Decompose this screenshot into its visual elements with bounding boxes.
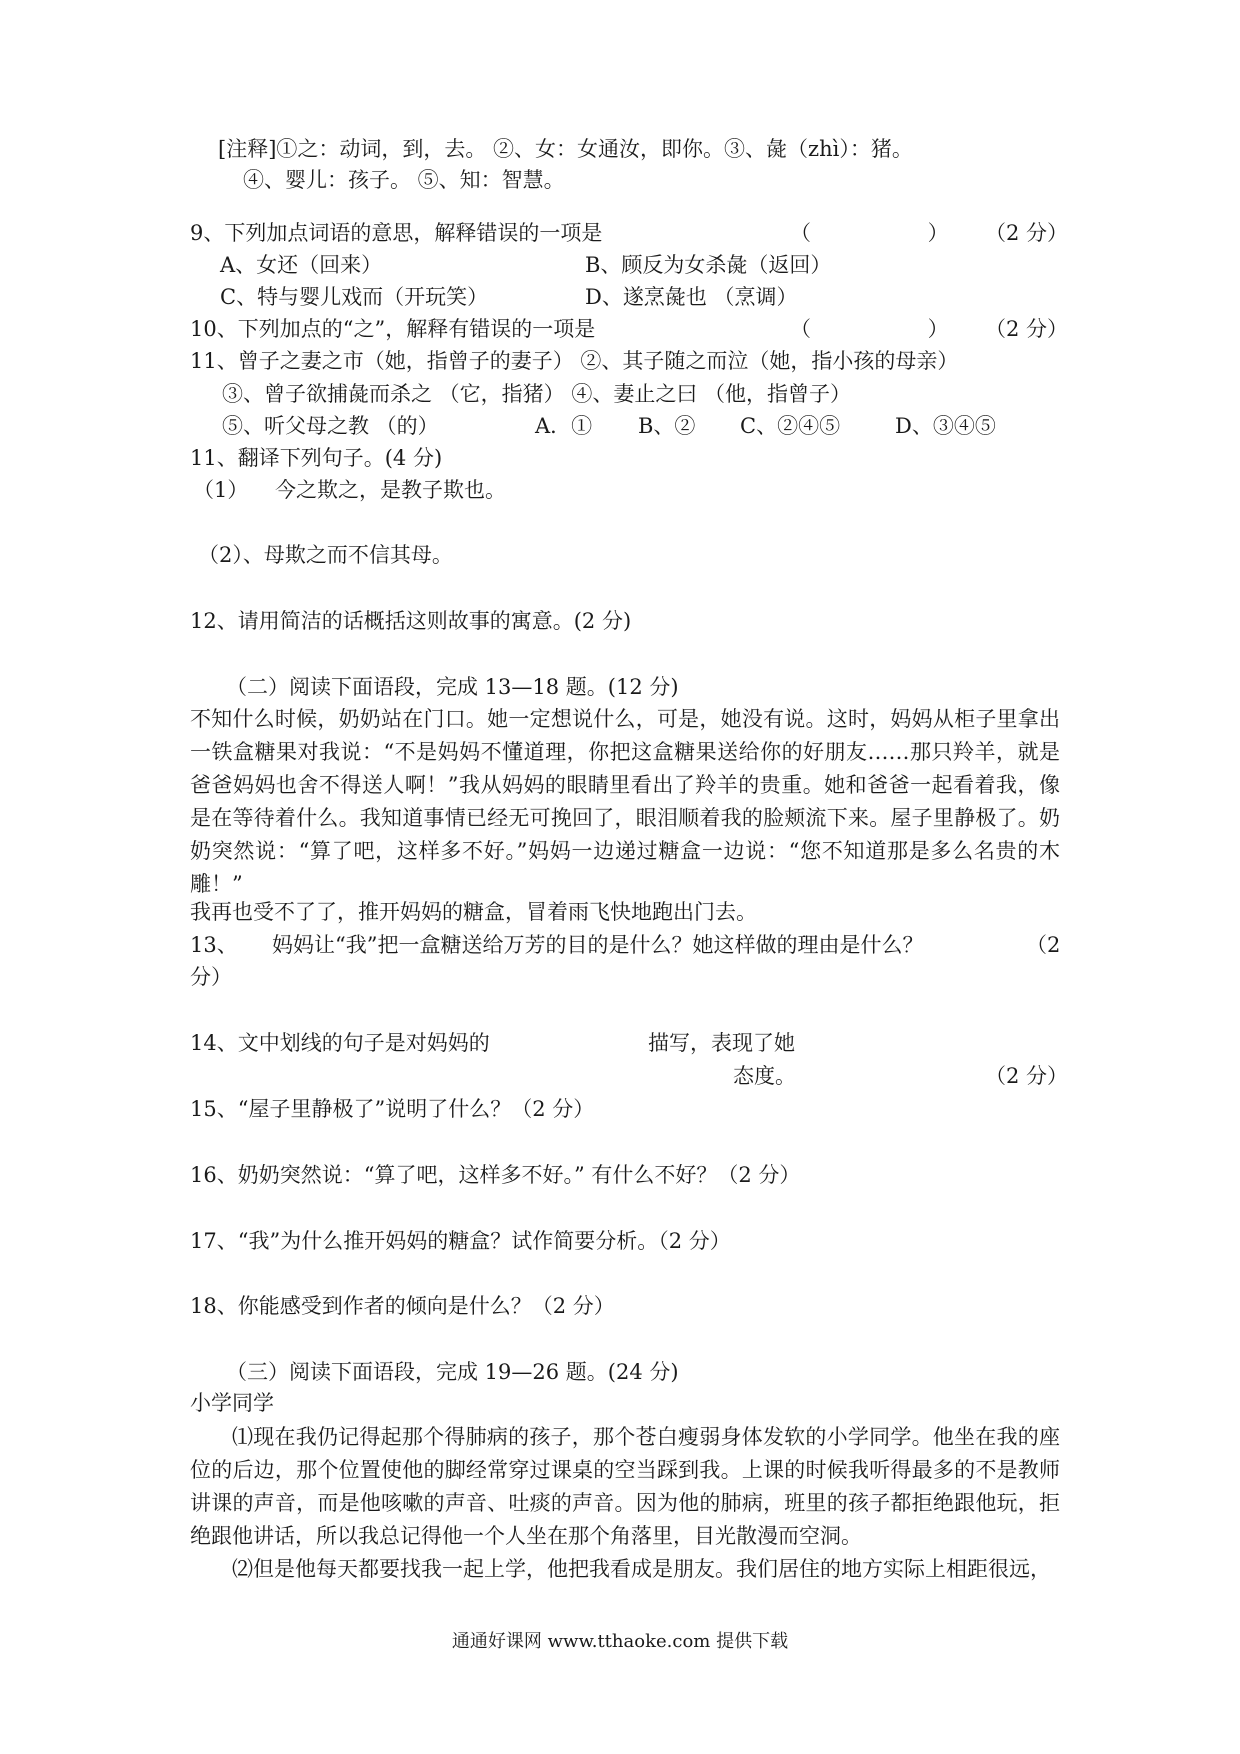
q9-option-d: D、遂烹彘也 （烹调） xyxy=(585,285,798,309)
section-3-paragraph-2: ⑵但是他每天都要找我一起上学，他把我看成是朋友。我们居住的地方实际上相距很远， xyxy=(232,1557,1051,1581)
page-footer: 通通好课网 www.tthaoke.com 提供下载 xyxy=(451,1631,789,1652)
q11-translate-stem: 11、翻译下列句子。(4 分) xyxy=(190,446,443,470)
q13-score: （2 xyxy=(1026,933,1061,957)
section-2-passage: 不知什么时候，奶奶站在门口。她一定想说什么，可是，她没有说。这时，妈妈从柜子里拿出一铁盒糖果对我说：“不是妈妈不懂道理，你把这盒糖果送给你的好朋友……那只羚羊，就是爸爸妈妈也舍不得送人啊！”我从妈妈的眼睛里看出了羚羊的贵重。她和爸爸一起看着我，像是在等待着什么。我知道事情已经无可挽回了，眼泪顺着我的脸颊流下来。屋子里静极了。奶奶突然说：“算了吧，这样多不好。”妈妈一边递过糖盒一边说：“您不知道那是多么名贵的木雕！” xyxy=(190,707,1060,896)
section-3-paragraph-1: ⑴现在我仍记得起那个得肺病的孩子，那个苍白瘦弱身体发软的小学同学。他坐在我的座位的后边，那个位置使他的脚经常穿过课桌的空当踩到我。上课的时候我听得最多的不是教师讲课的声音，而是他咳嗽的声音、吐痰的声音。因为他的肺病，班里的孩子都拒绝跟他玩，拒绝跟他讲话，所以我总记得他一个人坐在那个角落里，目光散漫而空洞。 xyxy=(190,1425,1060,1548)
q13-text: 妈妈让“我”把一盒糖送给万芳的目的是什么？她这样做的理由是什么？ xyxy=(272,933,924,957)
q9-answer-paren: （ ） xyxy=(790,221,949,245)
q17: 17、“我”为什么推开妈妈的糖盒？试作简要分析。（2 分） xyxy=(190,1229,731,1253)
q13-number: 13、 xyxy=(190,933,238,957)
q11-choice-b: B、② xyxy=(638,414,696,438)
q11-choice-a: A．① xyxy=(535,414,593,438)
q13-score-end: 分） xyxy=(190,965,232,989)
q10-stem: 10、下列加点的“之”，解释有错误的一项是 xyxy=(190,317,596,341)
q9-stem: 9、下列加点词语的意思，解释错误的一项是 xyxy=(190,221,603,245)
q15: 15、“屋子里静极了”说明了什么？（2 分） xyxy=(190,1097,595,1121)
q11-sentence-1: 今之欺之，是教子欺也。 xyxy=(275,478,506,502)
q11-option-line-2: ③、曾子欲捕彘而杀之 （它，指猪） ④、妻止之曰 （他，指曾子） xyxy=(222,382,852,406)
section-2-heading: （二）阅读下面语段，完成 13—18 题。(12 分) xyxy=(226,675,679,699)
section-3-heading: （三）阅读下面语段，完成 19—26 题。(24 分) xyxy=(226,1360,679,1384)
q10-score: （2 分） xyxy=(985,317,1069,341)
q9-score: （2 分） xyxy=(985,221,1069,245)
q11-choice-c: C、②④⑤ xyxy=(740,414,841,438)
note-line-1: [注释]①之：动词，到，去。 ②、女：女通汝，即你。③、彘（zhì）：猪。 xyxy=(218,137,913,161)
q14-part-1: 14、文中划线的句子是对妈妈的 xyxy=(190,1031,490,1055)
q9-option-b: B、顾反为女杀彘（返回） xyxy=(585,253,832,277)
q18: 18、你能感受到作者的倾向是什么？（2 分） xyxy=(190,1294,615,1318)
q11-option-line-3: ⑤、听父母之教 （的） xyxy=(222,414,439,438)
q11-sentence-2: （2）、母欺之而不信其母。 xyxy=(198,543,453,567)
q9-option-a: A、女还（回来） xyxy=(220,253,383,277)
q10-answer-paren: （ ） xyxy=(790,317,949,341)
q11-sentence-1-number: （1） xyxy=(193,478,249,502)
q14-part-2: 描写，表现了她 xyxy=(648,1031,795,1055)
q14-score: （2 分） xyxy=(985,1064,1069,1088)
q14-part-3: 态度。 xyxy=(733,1064,796,1088)
q11-choice-d: D、③④⑤ xyxy=(895,414,996,438)
q12: 12、请用简洁的话概括这则故事的寓意。(2 分) xyxy=(190,609,632,633)
q11-option-line-1: 11、曾子之妻之市（她，指曾子的妻子） ②、其子随之而泣（她，指小孩的母亲） xyxy=(190,349,959,373)
note-line-2: ④、婴儿：孩子。 ⑤、知：智慧。 xyxy=(243,168,565,192)
section-2-passage-end: 我再也受不了了，推开妈妈的糖盒，冒着雨飞快地跑出门去。 xyxy=(190,900,757,924)
q9-option-c: C、特与婴儿戏而（开玩笑） xyxy=(220,285,489,309)
section-3-title: 小学同学 xyxy=(190,1391,274,1415)
q16: 16、奶奶突然说：“算了吧，这样多不好。” 有什么不好？（2 分） xyxy=(190,1163,801,1187)
